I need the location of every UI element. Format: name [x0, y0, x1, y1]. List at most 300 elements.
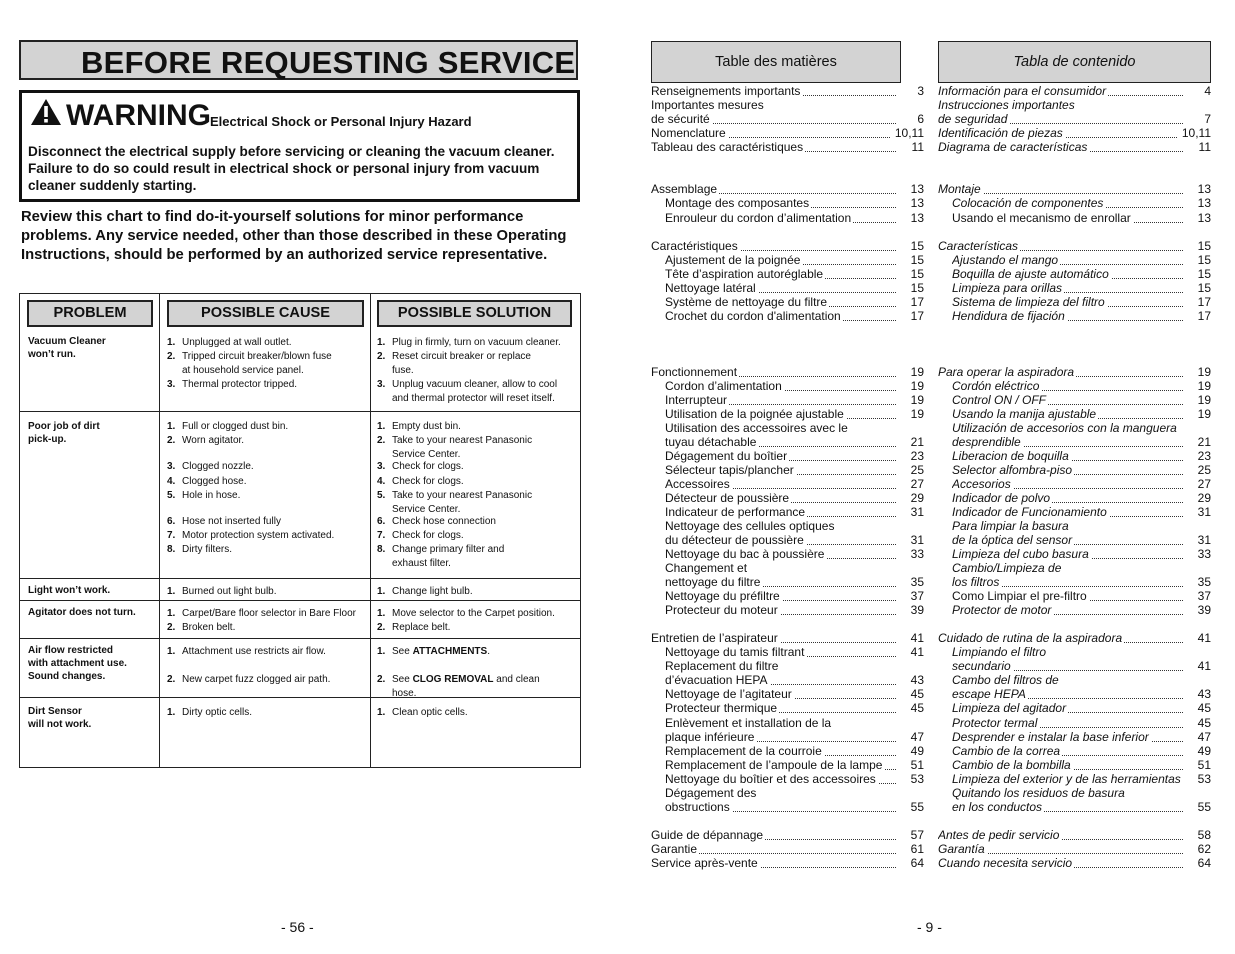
- toc-entry: [665, 659, 924, 673]
- item-text: fuse.: [392, 365, 414, 376]
- toc-entry-label: nettoyage du filtre: [665, 575, 761, 589]
- warning-box: [19, 90, 580, 202]
- toc-page-number: 31: [1194, 505, 1211, 519]
- item-number: 2.: [167, 351, 176, 362]
- toc-entry-label: los filtros: [952, 575, 1000, 589]
- item-text: Change primary filter and: [392, 544, 505, 555]
- solution-item: [377, 489, 577, 517]
- toc-entry-label: Hendidura de fijación: [952, 309, 1065, 323]
- solution-item: [377, 420, 577, 434]
- toc-page-number: 19: [907, 407, 924, 421]
- toc-page-number: 29: [1194, 491, 1211, 505]
- solution-item: [377, 543, 577, 571]
- toc-entry: [665, 701, 924, 715]
- toc-entry: [952, 267, 1211, 281]
- toc-entry: [665, 744, 924, 758]
- toc-entry-label: Importantes mesures: [651, 98, 764, 112]
- toc-entry: [665, 379, 924, 393]
- toc-entry-label: Cambio de la correa: [952, 744, 1061, 758]
- toc-entry-label: Desprender e instalar la base inferior: [952, 730, 1149, 744]
- item-text: See CLOG REMOVAL and clean: [392, 674, 540, 685]
- item-text: exhaust filter.: [392, 558, 451, 569]
- toc-page-number: 31: [907, 505, 924, 519]
- toc-entry-label: Sistema de limpieza del filtro: [952, 295, 1105, 309]
- item-text: Reset circuit breaker or replace: [392, 351, 531, 362]
- toc-entry-label: Montage des composantes: [665, 196, 810, 210]
- toc-page-number: 27: [1194, 477, 1211, 491]
- problem-line: will not work.: [28, 718, 92, 730]
- toc-entry-label: Usando el mecanismo de enrollar: [952, 211, 1131, 225]
- toc-entry: [952, 519, 1211, 533]
- toc-entry: [651, 828, 924, 842]
- toc-entry-label: Assemblage: [651, 182, 718, 196]
- problem-text: [28, 421, 156, 446]
- toc-entry: [665, 716, 924, 730]
- toc-page-number: 53: [907, 772, 924, 786]
- toc-entry: [952, 196, 1211, 210]
- solution-item: [377, 434, 577, 462]
- item-text: Check hose connection: [392, 516, 496, 527]
- problem-text: [28, 336, 156, 361]
- toc-entry-label: Protector de motor: [952, 603, 1052, 617]
- item-number: 1.: [167, 586, 176, 597]
- toc-entry: [665, 533, 924, 547]
- toc-entry: [651, 239, 924, 253]
- toc-entry-label: Identificación de piezas: [938, 126, 1063, 140]
- toc-page-number: 43: [907, 673, 924, 687]
- toc-entry-label: Limpieza del cubo basura: [952, 547, 1089, 561]
- solution-item: [377, 706, 577, 720]
- toc-entry-label: Indicador de polvo: [952, 491, 1051, 505]
- toc-page-number: 15: [907, 267, 924, 281]
- toc-entry: [665, 645, 924, 659]
- toc-entry-label: Replacement du filtre: [665, 659, 779, 673]
- toc-entry: [665, 421, 924, 435]
- toc-heading-french: Table des matières: [651, 41, 901, 83]
- toc-page-number: 15: [907, 239, 924, 253]
- toc-page-number: 37: [1194, 589, 1211, 603]
- toc-entry: [665, 687, 924, 701]
- cause-item: [167, 336, 367, 350]
- toc-page-number: 17: [1194, 309, 1211, 323]
- title-banner: [19, 40, 578, 80]
- toc-entry: [952, 491, 1211, 505]
- toc-entry: [952, 407, 1211, 421]
- solution-item: [377, 350, 577, 378]
- toc-entry-label: Accessoires: [665, 477, 730, 491]
- toc-entry-label: Tableau des caractéristiques: [651, 140, 804, 154]
- item-number: 1.: [167, 337, 176, 348]
- item-number: 6.: [167, 516, 176, 527]
- item-text: Tripped circuit breaker/blown fuse: [182, 351, 332, 362]
- toc-page-number: 17: [907, 295, 924, 309]
- solution-item: [377, 673, 577, 701]
- solution-item: [377, 607, 577, 621]
- toc-entry: [665, 211, 924, 225]
- toc-entry: [665, 267, 924, 281]
- toc-page-number: 53: [1194, 772, 1211, 786]
- toc-entry: [651, 84, 924, 98]
- toc-entry-label: Boquilla de ajuste automático: [952, 267, 1109, 281]
- toc-entry: [651, 631, 924, 645]
- toc-entry-label: Limpieza del exterior y de las herramientas: [952, 772, 1181, 786]
- item-number: 2.: [167, 674, 176, 685]
- item-number: 1.: [167, 707, 176, 718]
- item-number: 1.: [377, 337, 386, 348]
- problem-line: Dirt Sensor: [28, 706, 82, 717]
- toc-page-number: 33: [1194, 547, 1211, 561]
- toc-page-number: 45: [907, 701, 924, 715]
- item-text: Take to your nearest Panasonic: [392, 435, 533, 446]
- toc-page-number: 55: [907, 800, 924, 814]
- cause-item: [167, 645, 367, 659]
- toc-page-number: 35: [1194, 575, 1211, 589]
- toc-entry-label: Cuidado de rutina de la aspiradora: [938, 631, 1123, 645]
- toc-entry-label: Quitando los residuos de basura: [952, 786, 1125, 800]
- troubleshooting-table: [19, 293, 581, 768]
- problem-text: [28, 706, 156, 731]
- toc-entry: [938, 828, 1211, 842]
- toc-entry-label: de seguridad: [938, 112, 1008, 126]
- cause-item: [167, 350, 367, 378]
- cause-item: [167, 607, 367, 621]
- toc-entry: [665, 786, 924, 800]
- toc-entry-label: Control ON / OFF: [952, 393, 1047, 407]
- item-number: 5.: [377, 490, 386, 501]
- toc-entry: [952, 477, 1211, 491]
- toc-page-number: 51: [1194, 758, 1211, 772]
- toc-entry-label: Para operar la aspiradora: [938, 365, 1075, 379]
- toc-entry-label: Renseignements importants: [651, 84, 801, 98]
- toc-entry: [952, 253, 1211, 267]
- toc-page-number: 15: [1194, 239, 1211, 253]
- toc-entry-label: Indicateur de performance: [665, 505, 806, 519]
- item-number: 1.: [167, 421, 176, 432]
- item-number: 6.: [377, 516, 386, 527]
- cause-item: [167, 460, 367, 474]
- item-text: Dirty filters.: [182, 544, 232, 555]
- solution-item: [377, 378, 577, 406]
- toc-entry: [952, 547, 1211, 561]
- item-number: 3.: [377, 379, 386, 390]
- cause-item: [167, 475, 367, 489]
- toc-page-number: 25: [1194, 463, 1211, 477]
- item-number: 1.: [377, 608, 386, 619]
- toc-page-number: 15: [1194, 281, 1211, 295]
- toc-entry: [651, 140, 924, 154]
- toc-entry: [665, 575, 924, 589]
- toc-page-number: 64: [907, 856, 924, 870]
- toc-entry-label: de la óptica del sensor: [952, 533, 1073, 547]
- item-text: Check for clogs.: [392, 461, 464, 472]
- warning-heading: WARNING: [66, 99, 211, 132]
- toc-entry: [665, 730, 924, 744]
- page-number-left: - 56 -: [281, 919, 314, 935]
- toc-entry-label: Utilisation des accessoires avec le: [665, 421, 848, 435]
- item-number: 1.: [167, 608, 176, 619]
- toc-entry: [665, 491, 924, 505]
- toc-entry-label: Limpieza del agitador: [952, 701, 1067, 715]
- review-paragraph: Review this chart to find do-it-yourself solutions for minor performance problems. Any service needed, other than those described in these Operating Instructions, should be performed by an authorized service representative.: [21, 209, 567, 263]
- toc-entry: [952, 701, 1211, 715]
- toc-page-number: 15: [907, 253, 924, 267]
- item-number: 1.: [377, 586, 386, 597]
- item-text: Worn agitator.: [182, 435, 245, 446]
- toc-entry: [938, 856, 1211, 870]
- toc-entry-label: Nettoyage de l’agitateur: [665, 687, 792, 701]
- page-number-right: - 9 -: [917, 919, 942, 935]
- cause-item: [167, 585, 367, 599]
- toc-page-number: 25: [907, 463, 924, 477]
- toc-entry-label: secundario: [952, 659, 1011, 673]
- item-text: New carpet fuzz clogged air path.: [182, 674, 331, 685]
- toc-heading-spanish: Tabla de contenido: [938, 41, 1211, 83]
- toc-entry-label: Remplacement de la courroie: [665, 744, 822, 758]
- toc-entry-label: Dégagement du boîtier: [665, 449, 788, 463]
- cause-item: [167, 621, 367, 635]
- problem-line: pick-up.: [28, 433, 67, 445]
- toc-entry: [952, 435, 1211, 449]
- item-number: 8.: [167, 544, 176, 555]
- toc-page-number: 47: [1194, 730, 1211, 744]
- toc-page-number: 45: [907, 687, 924, 701]
- toc-entry: [952, 687, 1211, 701]
- toc-entry: [938, 140, 1211, 154]
- toc-entry: [665, 673, 924, 687]
- item-text: Motor protection system activated.: [182, 530, 335, 541]
- toc-entry-label: Cambo del filtros de: [952, 673, 1059, 687]
- solution-item: [377, 585, 577, 599]
- item-number: 5.: [167, 490, 176, 501]
- toc-entry: [665, 772, 924, 786]
- warning-triangle-icon: [30, 98, 62, 126]
- toc-entry: [665, 435, 924, 449]
- item-number: 2.: [377, 351, 386, 362]
- toc-entry: [665, 758, 924, 772]
- toc-entry: [938, 98, 1211, 112]
- toc-entry: [952, 379, 1211, 393]
- toc-page-number: 3: [913, 84, 924, 98]
- toc-page-number: 31: [1194, 533, 1211, 547]
- toc-entry: [952, 295, 1211, 309]
- toc-page-number: 37: [907, 589, 924, 603]
- cause-item: [167, 673, 367, 687]
- toc-page-number: 41: [907, 631, 924, 645]
- toc-entry-label: Montaje: [938, 182, 981, 196]
- toc-entry: [952, 603, 1211, 617]
- toc-entry-label: Garantie: [651, 842, 698, 856]
- toc-entry: [952, 281, 1211, 295]
- toc-page-number: 55: [1194, 800, 1211, 814]
- toc-entry-label: Cambio/Limpieza de: [952, 561, 1062, 575]
- item-number: 3.: [167, 461, 176, 472]
- item-text: Check for clogs.: [392, 476, 464, 487]
- cause-item: [167, 706, 367, 720]
- toc-entry: [651, 98, 924, 112]
- toc-entry-label: Información para el consumidor: [938, 84, 1107, 98]
- problem-text: [28, 607, 156, 620]
- toc-entry-label: Enlèvement et installation de la: [665, 716, 832, 730]
- toc-entry-label: Caractéristiques: [651, 239, 738, 253]
- problem-text: [28, 585, 156, 598]
- toc-entry-label: Tête d’aspiration autoréglable: [665, 267, 824, 281]
- item-text: Hole in hose.: [182, 490, 241, 501]
- toc-entry-label: Accesorios: [952, 477, 1011, 491]
- toc-page-number: 13: [1194, 196, 1211, 210]
- toc-page-number: 17: [907, 309, 924, 323]
- toc-entry-label: Como Limpiar el pre-filtro: [952, 589, 1087, 603]
- toc-page-number: 23: [1194, 449, 1211, 463]
- cause-item: [167, 543, 367, 557]
- toc-entry: [665, 505, 924, 519]
- item-number: 3.: [377, 461, 386, 472]
- item-text: Unplugged at wall outlet.: [182, 337, 292, 348]
- item-number: 8.: [377, 544, 386, 555]
- toc-entry: [952, 393, 1211, 407]
- toc-entry-label: Protecteur du moteur: [665, 603, 778, 617]
- cause-item: [167, 378, 367, 392]
- solution-item: [377, 475, 577, 489]
- toc-entry: [952, 659, 1211, 673]
- toc-entry-label: Système de nettoyage du filtre: [665, 295, 828, 309]
- toc-page-number: 10,11: [891, 126, 924, 140]
- toc-entry-label: Entretien de l’aspirateur: [651, 631, 778, 645]
- toc-entry: [665, 309, 924, 323]
- toc-page-number: 49: [1194, 744, 1211, 758]
- row-divider: [20, 578, 580, 579]
- toc-entry-label: escape HEPA: [952, 687, 1026, 701]
- cause-item: [167, 515, 367, 529]
- toc-page-number: 13: [1194, 211, 1211, 225]
- toc-page-number: 51: [907, 758, 924, 772]
- toc-page-number: 19: [1194, 379, 1211, 393]
- toc-entry: [651, 856, 924, 870]
- toc-entry: [665, 561, 924, 575]
- item-number: 1.: [167, 646, 176, 657]
- problem-text: [28, 645, 156, 670]
- solution-item: [377, 515, 577, 529]
- toc-entry: [938, 365, 1211, 379]
- toc-entry-label: Nettoyage du préfiltre: [665, 589, 780, 603]
- item-text: Broken belt.: [182, 622, 236, 633]
- toc-entry: [651, 365, 924, 379]
- item-number: 1.: [377, 421, 386, 432]
- toc-entry: [952, 786, 1211, 800]
- toc-entry: [952, 673, 1211, 687]
- toc-entry: [938, 842, 1211, 856]
- toc-entry: [952, 758, 1211, 772]
- problem-line: won’t run.: [28, 348, 76, 360]
- problem-line: Air flow restricted: [28, 645, 114, 656]
- toc-entry-label: Indicador de Funcionamiento: [952, 505, 1107, 519]
- item-number: 4.: [167, 476, 176, 487]
- toc-entry-label: du détecteur de poussière: [665, 533, 804, 547]
- toc-entry-label: Détecteur de poussière: [665, 491, 790, 505]
- toc-page-number: 41: [1194, 659, 1211, 673]
- toc-page-number: 15: [1194, 253, 1211, 267]
- toc-entry: [952, 744, 1211, 758]
- toc-entry: [952, 463, 1211, 477]
- toc-entry: [651, 842, 924, 856]
- toc-entry-label: Service après-vente: [651, 856, 758, 870]
- toc-page-number: 39: [1194, 603, 1211, 617]
- cause-item: [167, 420, 367, 434]
- toc-page-number: 13: [907, 196, 924, 210]
- toc-page-number: 11: [1195, 140, 1211, 154]
- toc-entry-label: Antes de pedir servicio: [938, 828, 1060, 842]
- item-text: Clogged hose.: [182, 476, 247, 487]
- toc-entry-label: Usando la manija ajustable: [952, 407, 1097, 421]
- row-divider: [20, 411, 580, 412]
- solution-item: [377, 336, 577, 350]
- toc-entry: [952, 421, 1211, 435]
- toc-entry-label: Características: [938, 239, 1019, 253]
- toc-entry: [938, 126, 1211, 140]
- toc-page-number: 31: [907, 533, 924, 547]
- toc-entry: [665, 295, 924, 309]
- toc-entry-label: Limpiando el filtro: [952, 645, 1047, 659]
- toc-entry: [952, 716, 1211, 730]
- toc-entry-label: en los conductos: [952, 800, 1043, 814]
- item-number: 4.: [377, 476, 386, 487]
- toc-page-number: 21: [1194, 435, 1211, 449]
- toc-entry-label: Cambio de la bombilla: [952, 758, 1071, 772]
- toc-page-number: 19: [907, 365, 924, 379]
- header-problem: PROBLEM: [27, 300, 153, 327]
- toc-entry: [952, 449, 1211, 463]
- toc-entry-label: obstructions: [665, 800, 730, 814]
- toc-entry-label: Protecteur thermique: [665, 701, 778, 715]
- toc-entry: [665, 477, 924, 491]
- toc-entry-label: Utilisation de la poignée ajustable: [665, 407, 844, 421]
- toc-page-number: 41: [1194, 631, 1211, 645]
- toc-entry-label: Garantía: [938, 842, 985, 856]
- toc-entry-label: de sécurité: [651, 112, 710, 126]
- toc-page-number: 23: [907, 449, 924, 463]
- toc-entry-label: desprendible: [952, 435, 1021, 449]
- item-text: Attachment use restricts air flow.: [182, 646, 326, 657]
- solution-item: [377, 460, 577, 474]
- item-text: and thermal protector will reset itself.: [392, 393, 555, 404]
- toc-entry-label: d’évacuation HEPA: [665, 673, 768, 687]
- toc-entry: [938, 182, 1211, 196]
- toc-entry: [651, 112, 924, 126]
- toc-entry: [938, 112, 1211, 126]
- problem-line: Light won’t work.: [28, 585, 111, 596]
- toc-entry: [665, 547, 924, 561]
- warning-subheading: Electrical Shock or Personal Injury Hazard: [210, 114, 472, 129]
- row-divider: [20, 638, 580, 639]
- item-text: Dirty optic cells.: [182, 707, 253, 718]
- toc-entry: [952, 211, 1211, 225]
- toc-french: [651, 0, 924, 900]
- toc-entry: [665, 407, 924, 421]
- toc-entry-label: Cordón eléctrico: [952, 379, 1040, 393]
- toc-entry: [952, 561, 1211, 575]
- item-text: Empty dust bin.: [392, 421, 461, 432]
- toc-entry-label: Nettoyage du bac à poussière: [665, 547, 825, 561]
- item-text: Service Center.: [392, 504, 461, 515]
- item-text: Clean optic cells.: [392, 707, 468, 718]
- item-text: Service Center.: [392, 449, 461, 460]
- cause-item: [167, 489, 367, 503]
- toc-entry-label: Nettoyage du tamis filtrant: [665, 645, 805, 659]
- toc-page-number: 10,11: [1178, 126, 1211, 140]
- toc-entry-label: Cordon d’alimentation: [665, 379, 782, 393]
- toc-entry: [665, 281, 924, 295]
- toc-entry: [665, 393, 924, 407]
- toc-entry: [665, 253, 924, 267]
